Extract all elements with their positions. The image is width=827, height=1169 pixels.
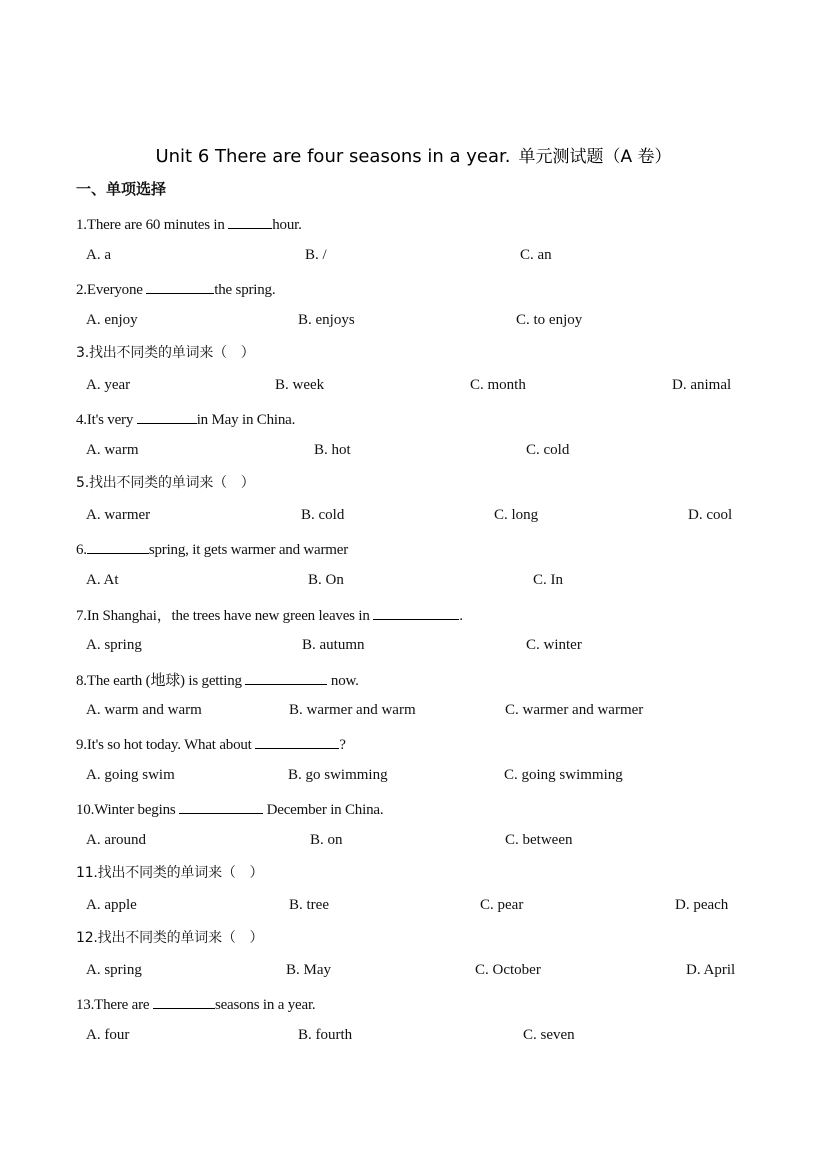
option-c[interactable]: C. long [494, 507, 539, 523]
section-heading: 一、单项选择 [76, 180, 167, 198]
option-b[interactable]: B. cold [301, 507, 345, 523]
option-b[interactable]: B. on [310, 832, 343, 848]
option-c[interactable]: C. month [470, 377, 526, 393]
question-1: 1.There are 60 minutes in hour. [76, 214, 302, 234]
option-a[interactable]: A. warmer [86, 507, 151, 523]
option-a[interactable]: A. going swim [86, 767, 175, 783]
option-a[interactable]: A. around [86, 832, 146, 848]
question-10: 10.Winter begins December in China. [76, 799, 383, 819]
option-c[interactable]: C. cold [526, 442, 570, 458]
option-a[interactable]: A. four [86, 1027, 130, 1043]
option-c[interactable]: C. between [505, 832, 573, 848]
question-13: 13.There are seasons in a year. [76, 994, 315, 1014]
option-b[interactable]: B. fourth [298, 1027, 353, 1043]
question-6: 6. spring, it gets warmer and warmer [76, 539, 348, 559]
question-5: 5.找出不同类的单词来（ ） [76, 475, 255, 491]
option-c[interactable]: C. seven [523, 1027, 575, 1043]
option-a[interactable]: A. spring [86, 962, 142, 978]
option-b[interactable]: B. On [308, 572, 344, 588]
page-title [0, 142, 827, 167]
option-b[interactable]: B. autumn [302, 637, 365, 653]
answer-blank[interactable] [153, 994, 215, 1009]
option-a[interactable]: A. a [86, 247, 111, 263]
option-b[interactable]: B. hot [314, 442, 351, 458]
question-12: 12.找出不同类的单词来（ ） [76, 930, 264, 946]
option-a[interactable]: A. spring [86, 637, 142, 653]
question-7: 7.In Shanghai，the trees have new green leaves in . [76, 604, 463, 625]
answer-blank[interactable] [373, 605, 459, 620]
answer-blank[interactable] [255, 734, 339, 749]
option-c[interactable]: C. In [533, 572, 563, 588]
option-a[interactable]: A. warm and warm [86, 702, 202, 718]
option-c[interactable]: C. to enjoy [516, 312, 583, 328]
option-b[interactable]: B. enjoys [298, 312, 355, 328]
title-english: Unit 6 There are four seasons in a year. [155, 146, 511, 167]
option-c[interactable]: C. going swimming [504, 767, 623, 783]
answer-blank[interactable] [87, 539, 149, 554]
question-2: 2.Everyone the spring. [76, 279, 275, 299]
question-4: 4.It's very in May in China. [76, 409, 295, 429]
option-d[interactable]: D. cool [688, 507, 733, 523]
answer-blank[interactable] [179, 799, 263, 814]
option-c[interactable]: C. warmer and warmer [505, 702, 644, 718]
question-8: 8.The earth (地球) is getting now. [76, 669, 359, 690]
option-b[interactable]: B. warmer and warm [289, 702, 416, 718]
option-b[interactable]: B. May [286, 962, 331, 978]
question-9: 9.It's so hot today. What about ? [76, 734, 346, 754]
option-c[interactable]: C. an [520, 247, 552, 263]
option-b[interactable]: B. / [305, 247, 327, 263]
answer-blank[interactable] [228, 214, 272, 229]
option-a[interactable]: A. At [86, 572, 119, 588]
answer-blank[interactable] [137, 409, 197, 424]
title-chinese: 单元测试题（A 卷） [518, 147, 672, 167]
option-b[interactable]: B. go swimming [288, 767, 388, 783]
option-c[interactable]: C. pear [480, 897, 524, 913]
option-b[interactable]: B. tree [289, 897, 329, 913]
option-a[interactable]: A. apple [86, 897, 137, 913]
option-c[interactable]: C. winter [526, 637, 582, 653]
question-3: 3.找出不同类的单词来（ ） [76, 345, 255, 361]
option-d[interactable]: D. peach [675, 897, 729, 913]
option-a[interactable]: A. warm [86, 442, 139, 458]
answer-blank[interactable] [146, 279, 214, 294]
answer-blank[interactable] [245, 670, 327, 685]
option-b[interactable]: B. week [275, 377, 325, 393]
option-a[interactable]: A. enjoy [86, 312, 138, 328]
question-11: 11.找出不同类的单词来（ ） [76, 865, 264, 881]
option-d[interactable]: D. animal [672, 377, 732, 393]
option-a[interactable]: A. year [86, 377, 131, 393]
option-c[interactable]: C. October [475, 962, 541, 978]
option-d[interactable]: D. April [686, 962, 736, 978]
